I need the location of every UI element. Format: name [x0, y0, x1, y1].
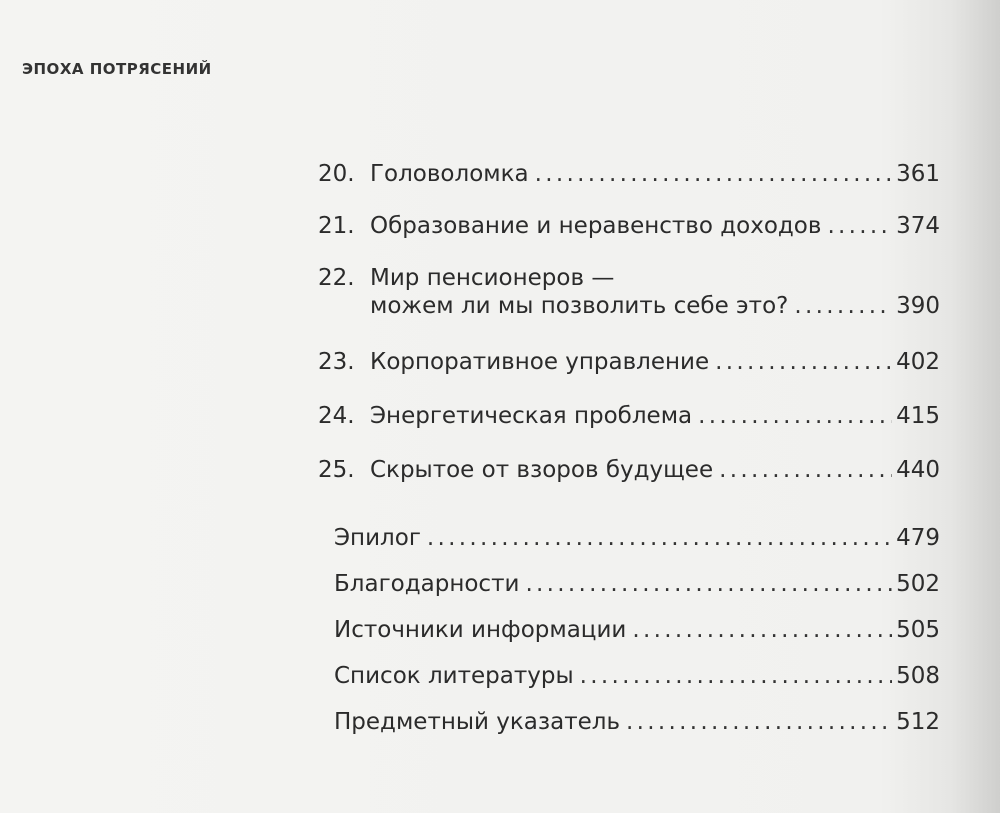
dot-leader: [719, 456, 892, 484]
page-number: 508: [896, 663, 940, 689]
page-number: 374: [896, 213, 940, 239]
dot-leader: [535, 160, 892, 188]
toc-entry-sources[interactable]: [334, 616, 940, 644]
page-number: 361: [896, 161, 940, 187]
chapter-title: Корпоративное управление: [370, 349, 710, 375]
chapter-title: Скрытое от взоров будущее: [370, 457, 714, 483]
section-title: Источники информации: [334, 617, 627, 643]
chapter-title-line-2: можем ли мы позволить себе это?: [370, 293, 789, 319]
chapter-number: 22.: [318, 265, 355, 291]
chapter-number: 20.: [318, 161, 355, 187]
chapter-number: 21.: [318, 213, 355, 239]
page-number: 402: [896, 349, 940, 375]
section-title: Благодарности: [334, 571, 520, 597]
chapter-title: Энергетическая проблема: [370, 403, 693, 429]
page-number: 415: [896, 403, 940, 429]
dot-leader: [626, 708, 892, 736]
toc-entry-bibliography[interactable]: [334, 662, 940, 690]
dot-leader: [827, 212, 892, 240]
page-number: 479: [896, 525, 940, 551]
toc-entry-index[interactable]: [334, 708, 940, 736]
chapter-number: 24.: [318, 403, 355, 429]
dot-leader: [698, 402, 892, 430]
section-title: Список литературы: [334, 663, 574, 689]
toc-entry-epilogue[interactable]: [334, 524, 940, 552]
toc-entry-acknowledgements[interactable]: [334, 570, 940, 598]
toc-entry-chapter-23[interactable]: [318, 348, 940, 376]
dot-leader: [632, 616, 892, 644]
section-title: Эпилог: [334, 525, 421, 551]
toc-entry-chapter-24[interactable]: [318, 402, 940, 430]
toc-entry-chapter-21[interactable]: [318, 212, 940, 240]
toc-entry-chapter-20[interactable]: [318, 160, 940, 188]
dot-leader: [580, 662, 892, 690]
chapter-number: 23.: [318, 349, 355, 375]
chapter-number: 25.: [318, 457, 355, 483]
page-number: 390: [896, 293, 940, 319]
dot-leader: [794, 292, 892, 320]
dot-leader: [715, 348, 892, 376]
running-head: ЭПОХА ПОТРЯСЕНИЙ: [22, 60, 212, 78]
chapter-title: Образование и неравенство доходов: [370, 213, 822, 239]
page-number: 440: [896, 457, 940, 483]
dot-leader: [525, 570, 892, 598]
page-number: 505: [896, 617, 940, 643]
chapter-title-line-1: Мир пенсионеров —: [370, 265, 615, 291]
chapter-title: Головоломка: [370, 161, 529, 187]
toc-entry-chapter-22[interactable]: [318, 264, 940, 324]
page-number: 502: [896, 571, 940, 597]
page-number: 512: [896, 709, 940, 735]
section-title: Предметный указатель: [334, 709, 621, 735]
dot-leader: [427, 524, 892, 552]
toc-entry-chapter-25[interactable]: [318, 456, 940, 484]
